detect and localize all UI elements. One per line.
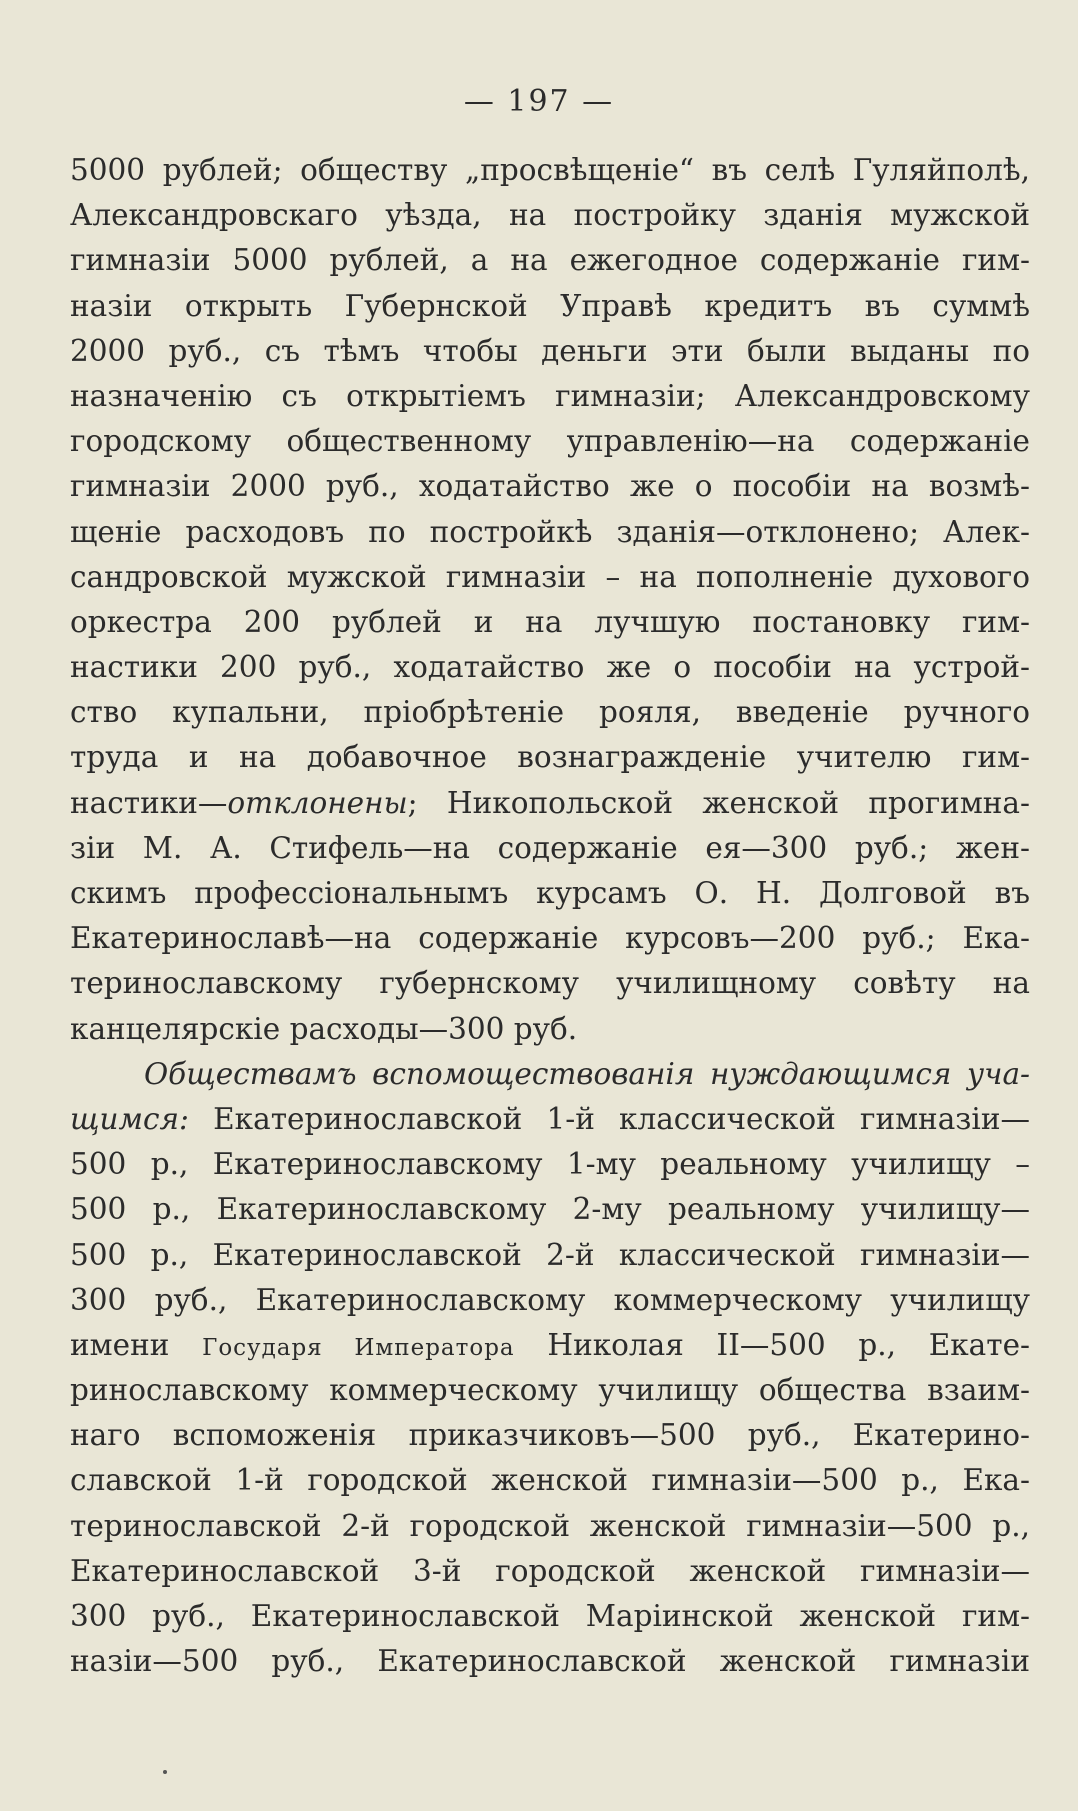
text-line-mixed	[70, 1323, 1030, 1368]
line-rest: Екатеринославской 1-й классической гимназіи—	[188, 1101, 1030, 1136]
text-line-mixed	[70, 1097, 1030, 1142]
line-c: Николая II—500 р., Екате-	[514, 1327, 1030, 1362]
text-line: городскому общественному управленію—на содержаніе	[70, 424, 1030, 459]
text-line: сандровской мужской гимназіи – на пополненіе духового	[70, 559, 1030, 594]
text-line: 500 р., Екатеринославскому 1-му реальному училищу –	[70, 1147, 1030, 1182]
text-line: настики 200 руб., ходатайство же о пособіи на устрой-	[70, 650, 1030, 685]
text-line: ринославскому коммерческому училищу общества взаим-	[70, 1373, 1030, 1408]
text-line: 500 р., Екатеринославскому 2-му реальному училищу—	[70, 1192, 1030, 1227]
text-line: 5000 рублей; обществу „просвѣщеніе“ въ селѣ Гуляйполѣ,	[70, 153, 1030, 187]
text-line: 300 руб., Екатеринославской Маріинской женской гим-	[70, 1599, 1030, 1633]
text-line: Александровскаго уѣзда, на постройку зданія мужской	[70, 198, 1030, 233]
text-line: 500 р., Екатеринославской 2-й классической гимназіи—	[70, 1237, 1030, 1272]
small-caps-title: Государя Императора	[202, 1334, 515, 1361]
text-line: 2000 руб., съ тѣмъ чтобы деньги эти были выданы по	[70, 333, 1030, 368]
line-a: имени	[70, 1327, 203, 1362]
text-line: славской 1-й городской женской гимназіи—500 р., Ека-	[70, 1463, 1030, 1498]
text-line: 300 руб., Екатеринославскому коммерческому училищу	[70, 1282, 1030, 1317]
text-line: гимназіи 2000 руб., ходатайство же о пособіи на возмѣ-	[70, 469, 1030, 504]
text-line: канцелярскіе расходы—300 руб.	[70, 1011, 578, 1046]
text-line: назіи—500 руб., Екатеринославской женской гимназіи	[70, 1644, 1030, 1679]
text-line: скимъ профессіональнымъ курсамъ О. Н. Долговой въ	[70, 876, 1030, 910]
section-heading-italic: Обществамъ вспомоществованія нуждающимся уча-	[144, 1056, 1030, 1091]
text-line: теринославской 2-й городской женской гимназіи—500 р.,	[70, 1508, 1030, 1543]
text-line: зіи М. А. Стифель—на содержаніе ея—300 руб.; жен-	[70, 830, 1030, 865]
body-text	[70, 148, 1030, 1684]
text-line: гимназіи 5000 рублей, а на ежегодное содержаніе гим-	[70, 243, 1030, 278]
italic-word: отклонены	[227, 785, 408, 820]
page-number: — 197 —	[463, 84, 615, 119]
text-line: щеніе расходовъ по постройкѣ зданія—отклонено; Алек-	[70, 514, 1030, 549]
text-line: назначенію съ открытіемъ гимназіи; Александровскому	[70, 378, 1030, 413]
text-line: Екатеринославѣ—на содержаніе курсовъ—200 руб.; Ека-	[70, 921, 1030, 956]
italic-word: щимся:	[70, 1101, 189, 1136]
line-pre: настики—	[70, 785, 228, 820]
text-line: наго вспоможенія приказчиковъ—500 руб., Екатерино-	[70, 1418, 1030, 1453]
text-line: теринославскому губернскому училищному совѣту на	[70, 966, 1030, 1001]
text-line: оркестра 200 рублей и на лучшую постановку гим-	[70, 604, 1030, 639]
text-line: ство купальни, пріобрѣтеніе рояля, введеніе ручного	[70, 695, 1030, 730]
text-line-mixed	[70, 781, 1030, 826]
text-line: труда и на добавочное вознагражденіе учителю гим-	[70, 740, 1030, 775]
print-speck	[163, 1770, 167, 1774]
text-line: Екатеринославской 3-й городской женской гимназіи—	[70, 1553, 1030, 1588]
line-post: ; Никопольской женской прогимна-	[407, 785, 1030, 820]
text-line: назіи открыть Губернской Управѣ кредитъ въ суммѣ	[70, 288, 1030, 323]
